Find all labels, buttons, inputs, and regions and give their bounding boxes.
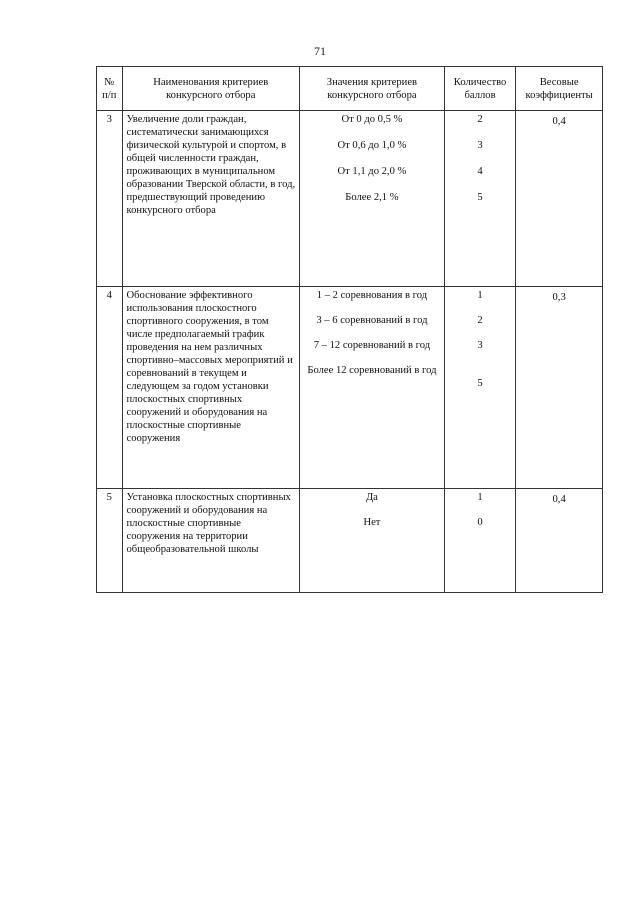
criterion-weight: 0,4	[516, 111, 603, 287]
points-item: 5	[477, 378, 483, 389]
criteria-table	[96, 66, 603, 593]
points-item: 2	[477, 315, 483, 326]
criterion-values	[300, 287, 445, 489]
table-row	[97, 489, 603, 593]
value-item: От 0 до 0,5 %	[341, 114, 403, 125]
header-points: Количество баллов	[444, 67, 515, 111]
row-num: 5	[97, 489, 123, 593]
value-item: 7 – 12 соревнований в год	[313, 340, 431, 351]
points-item: 2	[477, 114, 483, 125]
criterion-points	[444, 111, 515, 287]
value-item: Нет	[363, 517, 381, 528]
criterion-weight: 0,3	[516, 287, 603, 489]
header-weights: Весовые коэффициенты	[516, 67, 603, 111]
value-item: Более 12 соревнований в год	[307, 365, 437, 376]
criterion-name: Установка плоскостных спортивных сооружений и оборудования на плоскостные спортивные сооружения на территории общеобразовательной школы	[122, 489, 300, 593]
table-row	[97, 287, 603, 489]
criterion-points	[444, 489, 515, 593]
header-values: Значения критериев конкурсного отбора	[300, 67, 445, 111]
criterion-name: Обоснование эффективного использования плоскостного спортивного сооружения, в том числе предполагаемый график проведения на нем различных спортивно–массовых мероприятий и соревнований в текущем и следующем за годом установки плоскостных спортивных сооружений и оборудования на плоскостные спортивные сооружения	[122, 287, 300, 489]
table-header-row	[97, 67, 603, 111]
criterion-values	[300, 489, 445, 593]
points-item: 1	[477, 290, 483, 301]
header-name: Наименования критериев конкурсного отбора	[122, 67, 300, 111]
table-row	[97, 111, 603, 287]
value-item: 1 – 2 соревнования в год	[316, 290, 428, 301]
value-item: От 0,6 до 1,0 %	[337, 140, 407, 151]
value-item: Да	[365, 492, 378, 503]
row-num: 4	[97, 287, 123, 489]
value-item: От 1,1 до 2,0 %	[337, 166, 407, 177]
row-num: 3	[97, 111, 123, 287]
value-item: Более 2,1 %	[345, 192, 399, 203]
criterion-values	[300, 111, 445, 287]
value-item: 3 – 6 соревнований в год	[316, 315, 428, 326]
points-item: 3	[477, 140, 483, 151]
criterion-points	[444, 287, 515, 489]
points-item: 0	[477, 517, 483, 528]
page-number: 71	[314, 44, 326, 58]
points-item: 1	[477, 492, 483, 503]
points-item: 3	[477, 340, 483, 351]
points-item: 4	[477, 166, 483, 177]
criterion-name: Увеличение доли граждан, систематически занимающихся физической культурой и спортом, в общей численности граждан, проживающих в муниципальном образовании Тверской области, в год, предшествующий проведению конкурсного отбора	[122, 111, 300, 287]
header-num: № п/п	[97, 67, 123, 111]
criterion-weight: 0,4	[516, 489, 603, 593]
points-item: 5	[477, 192, 483, 203]
